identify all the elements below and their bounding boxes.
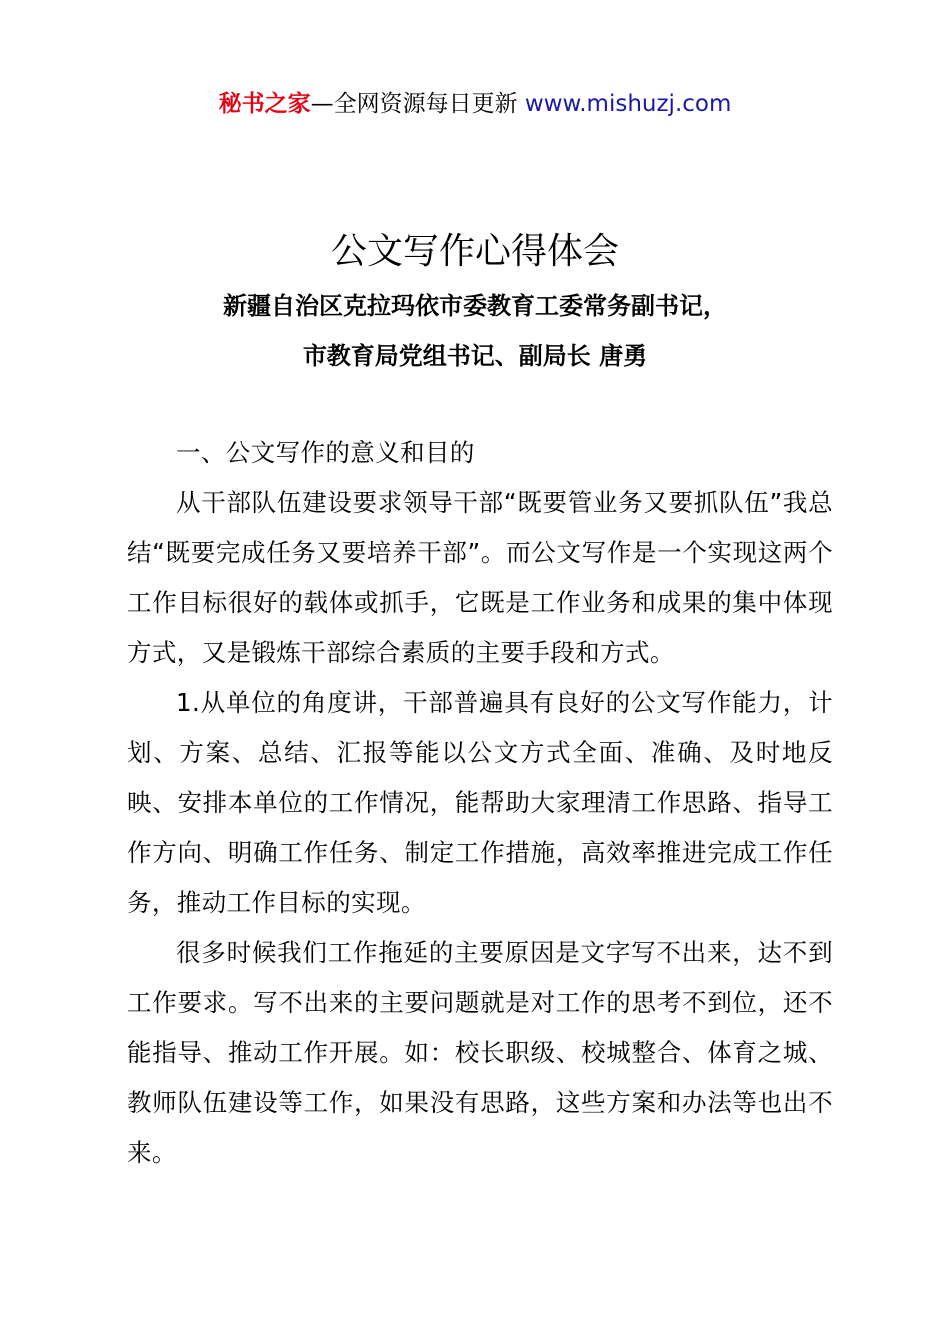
body-paragraph: 1.从单位的角度讲，干部普遍具有良好的公文写作能力，计划、方案、总结、汇报等能以公文方式全面、准确、及时地反映、安排本单位的工作情况，能帮助大家理清工作思路、指导工作方向、明确工作任务、制定工作措施，高效率推进完成工作任务，推动工作目标的实现。 bbox=[127, 688, 833, 917]
site-header bbox=[0, 88, 950, 120]
author-line-1: 新疆自治区克拉玛依市委教育工委常务副书记， bbox=[223, 292, 727, 320]
document-title: 公文写作心得体会 bbox=[330, 231, 619, 272]
body-paragraph: 从干部队伍建设要求领导干部“既要管业务又要抓队伍”我总结“既要完成任务又要培养干部”。而公文写作是一个实现这两个工作目标很好的载体或抓手，它既是工作业务和成果的集中体现方式，又是锻炼干部综合素质的主要手段和方式。 bbox=[127, 488, 833, 667]
site-url-link[interactable]: www.mishuzj.com bbox=[524, 91, 732, 117]
section-heading: 一、公文写作的意义和目的 bbox=[176, 438, 475, 467]
body-paragraph: 很多时候我们工作拖延的主要原因是文字写不出来，达不到工作要求。写不出来的主要问题就是对工作的思考不到位，还不能指导、推动工作开展。如：校长职级、校城整合、体育之城、教师队伍建设等工作，如果没有思路，这些方案和办法等也出不来。 bbox=[127, 938, 833, 1167]
header-tagline: —全网资源每日更新 bbox=[310, 91, 525, 117]
author-line-2: 市教育局党组书记、副局长 唐勇 bbox=[302, 342, 648, 370]
document-body bbox=[127, 428, 833, 1178]
brand-name: 秘书之家 bbox=[218, 91, 311, 117]
